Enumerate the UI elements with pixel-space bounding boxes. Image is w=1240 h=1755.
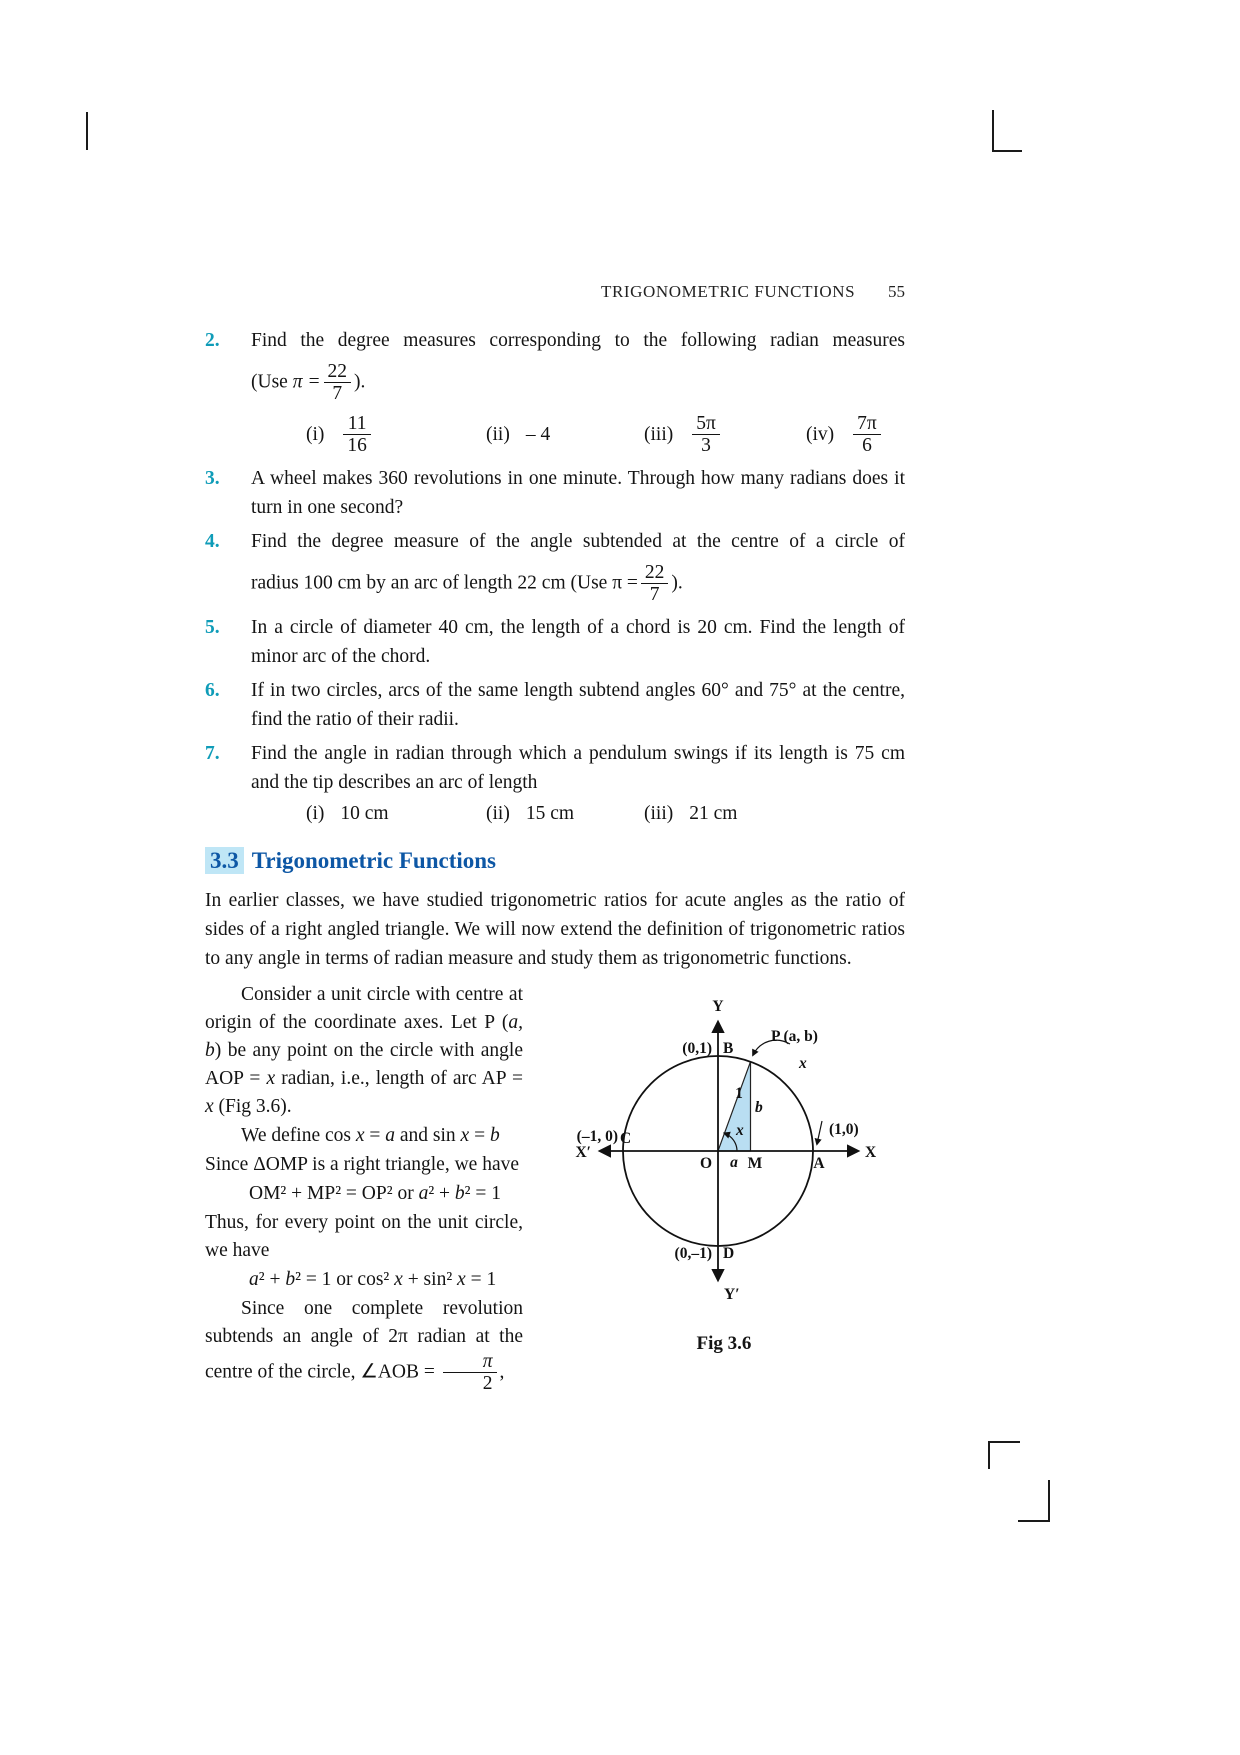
fraction-denominator: 16 <box>343 434 371 456</box>
fraction-numerator: 22 <box>644 561 665 583</box>
exercise-6-number: 6. <box>205 679 220 701</box>
exercise-2-number: 2. <box>205 330 220 351</box>
exercise-4-line1: Find the degree measure of the angle subtended at the centre of a circle of <box>251 530 905 552</box>
figure-3-6 <box>533 981 915 1396</box>
crop-mark <box>992 150 1022 152</box>
exercise-6 <box>205 676 905 734</box>
var-b: b <box>489 1124 500 1146</box>
option-iii <box>644 413 806 457</box>
unit-circle-diagram <box>533 981 913 1326</box>
coord-1-0: (1,0) <box>829 1120 859 1138</box>
text-seg: ² = 1 or cos² <box>295 1268 395 1290</box>
fraction-denominator: 7 <box>324 382 352 404</box>
exercise-5-text: In a circle of diameter 40 cm, the length of a chord is 20 cm. Find the length of minor arc of the chord. <box>251 616 905 667</box>
equation-1 <box>249 1180 523 1208</box>
exercise-2-body <box>251 326 905 459</box>
define-line <box>205 1122 523 1150</box>
point-a-label: A <box>813 1154 825 1172</box>
text-seg: (Fig 3.6). <box>213 1095 292 1117</box>
exercise-3-text: A wheel makes 360 revolutions in one minute. Through how many radians does it turn in one second? <box>251 467 905 518</box>
exercise-3-body <box>251 464 905 522</box>
figure-caption: Fig 3.6 <box>696 1332 752 1354</box>
option-label: (ii) <box>486 424 510 446</box>
since-triangle-line: Since ΔOMP is a right triangle, we have <box>205 1153 519 1175</box>
thus-line: Thus, for every point on the unit circle, we have <box>205 1211 523 1261</box>
fraction-numerator: π <box>482 1350 493 1372</box>
coord-minus1-0: (–1, 0) <box>576 1127 618 1145</box>
line2-pre: radius 100 cm by an arc of length 22 cm (Use π = <box>251 572 638 594</box>
fraction-denominator: 2 <box>443 1372 497 1394</box>
text-seg: Since one complete revolution subtends an angle of 2π radian at the centre of the circle, ∠AOB = <box>205 1297 523 1383</box>
line2-post: ). <box>671 572 683 594</box>
var-x: x <box>394 1268 403 1290</box>
pi-equals: π = <box>292 371 321 393</box>
exercise-3 <box>205 464 905 522</box>
equation-2 <box>249 1266 523 1294</box>
text-seg: and sin <box>395 1124 461 1146</box>
triangle-omp <box>718 1061 751 1150</box>
option-label: (i) <box>306 802 325 824</box>
text-seg: + sin² <box>402 1268 458 1290</box>
var-b: b <box>454 1182 465 1204</box>
fraction <box>692 413 720 457</box>
var-a: a <box>385 1124 395 1146</box>
text-seg: ² + <box>428 1182 455 1204</box>
exercise-4-line2 <box>251 562 905 606</box>
option-label: (iii) <box>644 424 674 446</box>
option-ii <box>486 799 644 828</box>
text-seg: ² + <box>258 1268 286 1290</box>
option-label: (i) <box>306 424 325 446</box>
exercise-7-text: Find the angle in radian through which a pendulum swings if its length is 75 cm and the tip describes an arc of length <box>251 742 905 793</box>
exercise-5-number: 5. <box>205 616 220 638</box>
fraction-numerator: 5π <box>696 412 716 434</box>
origin-label: O <box>699 1154 713 1172</box>
exercise-2 <box>205 326 905 459</box>
option-i <box>306 413 486 457</box>
coord-0-1: (0,1) <box>682 1039 712 1057</box>
exercise-7 <box>205 739 905 828</box>
exercise-5-body <box>251 613 905 671</box>
exercise-2-options <box>251 413 905 457</box>
exercise-7-body <box>251 739 905 828</box>
var-x: x <box>205 1095 214 1117</box>
radius-one-label: 1 <box>735 1084 743 1102</box>
var-x: x <box>266 1067 276 1089</box>
section-heading <box>205 848 905 874</box>
fraction <box>641 562 669 606</box>
fraction-denominator: 3 <box>692 434 720 456</box>
exercise-5 <box>205 613 905 671</box>
exercise-4 <box>205 527 905 608</box>
crop-mark <box>1048 1480 1050 1522</box>
left-text-column <box>205 981 523 1396</box>
fraction <box>443 1351 497 1395</box>
exercise-2-text: Find the degree measures corresponding to the following radian measures <box>251 330 905 351</box>
var-x: x <box>457 1268 466 1290</box>
point-b-label: B <box>723 1039 734 1057</box>
fraction-denominator: 7 <box>641 583 669 605</box>
var-a: a <box>249 1268 259 1290</box>
crop-mark <box>86 112 88 150</box>
angle-x-label: x <box>736 1121 744 1139</box>
var-x: x <box>460 1124 470 1146</box>
length-a-label: a <box>730 1153 738 1171</box>
fraction <box>853 413 881 457</box>
option-ii <box>486 420 644 449</box>
option-value: – 4 <box>525 424 551 446</box>
point-c-label: C <box>620 1129 632 1147</box>
y-prime-label: Y′ <box>724 1285 740 1303</box>
revolution-paragraph <box>205 1295 523 1395</box>
text-seg: ) be any point on the circle with angle AOP = <box>205 1039 523 1089</box>
var-ab: a, b <box>205 1011 523 1061</box>
intro-paragraph: In earlier classes, we have studied trigonometric ratios for acute angles as the ratio of sides of a right angled triangle. We will now extend the definition of trigonometric ratios to any angle in terms of radian measure and study them as trigonometric functions. <box>205 889 905 969</box>
text-seg: OM² + MP² = OP² or <box>249 1182 419 1204</box>
text-seg: radian, i.e., length of arc AP = <box>275 1067 523 1089</box>
option-iv <box>806 413 884 457</box>
text-seg: Consider a unit circle with centre at origin of the coordinate axes. Let P ( <box>205 983 523 1033</box>
text-seg: = 1 <box>465 1268 497 1290</box>
section-number: 3.3 <box>205 847 244 874</box>
length-b-label: b <box>755 1098 763 1116</box>
exercise-4-number: 4. <box>205 530 220 552</box>
x-prime-label: X′ <box>575 1143 591 1161</box>
exercise-6-text: If in two circles, arcs of the same length subtend angles 60° and 75° at the centre, find the ratio of their radii. <box>251 679 905 730</box>
point-m-label: M <box>747 1154 763 1172</box>
y-axis-label: Y <box>712 997 724 1015</box>
crop-mark <box>988 1441 990 1469</box>
option-label: (iii) <box>644 802 674 824</box>
crop-mark <box>1018 1520 1050 1522</box>
option-value: 10 cm <box>340 802 389 824</box>
var-b: b <box>285 1268 296 1290</box>
exercise-7-options <box>251 799 905 828</box>
text-seg: = <box>469 1124 490 1146</box>
fraction-numerator: 11 <box>347 412 367 434</box>
exercise-4-body <box>251 527 905 608</box>
page-number: 55 <box>888 282 905 301</box>
chapter-title: TRIGONOMETRIC FUNCTIONS <box>600 282 856 301</box>
crop-mark <box>992 110 994 152</box>
option-value: 15 cm <box>525 802 575 824</box>
fraction-denominator: 6 <box>853 434 881 456</box>
fraction-numerator: 7π <box>857 412 877 434</box>
option-value: 21 cm <box>689 802 738 824</box>
var-x: x <box>355 1124 365 1146</box>
var-a: a <box>418 1182 429 1204</box>
text-seg: We define cos <box>241 1124 356 1146</box>
x-axis-label: X <box>865 1143 877 1161</box>
option-label: (ii) <box>486 802 510 824</box>
exercise-2-use-line <box>251 361 905 405</box>
use-close: ). <box>354 371 366 393</box>
running-header <box>205 282 905 302</box>
page-content <box>205 282 905 1396</box>
exercise-6-body <box>251 676 905 734</box>
section-title: Trigonometric Functions <box>251 847 496 873</box>
crop-mark <box>988 1441 1020 1443</box>
exercise-7-number: 7. <box>205 742 220 764</box>
text-seg: = <box>364 1124 386 1146</box>
option-iii <box>644 799 806 828</box>
consider-paragraph <box>205 981 523 1121</box>
text-seg: ² = 1 <box>464 1182 501 1204</box>
fraction <box>324 361 352 405</box>
text-seg: , <box>499 1361 505 1383</box>
fraction-numerator: 22 <box>327 361 348 382</box>
exercise-3-number: 3. <box>205 467 220 489</box>
coord-0-minus1: (0,–1) <box>674 1244 712 1262</box>
option-label: (iv) <box>806 424 835 446</box>
use-open: (Use <box>251 371 288 393</box>
text-and-figure <box>205 981 905 1396</box>
point-d-label: D <box>723 1244 735 1262</box>
arrow-to-a <box>817 1121 822 1144</box>
point-p-label: P (a, b) <box>771 1027 818 1045</box>
option-i <box>306 799 486 828</box>
fraction <box>343 413 371 457</box>
arc-x-label: x <box>799 1054 807 1072</box>
